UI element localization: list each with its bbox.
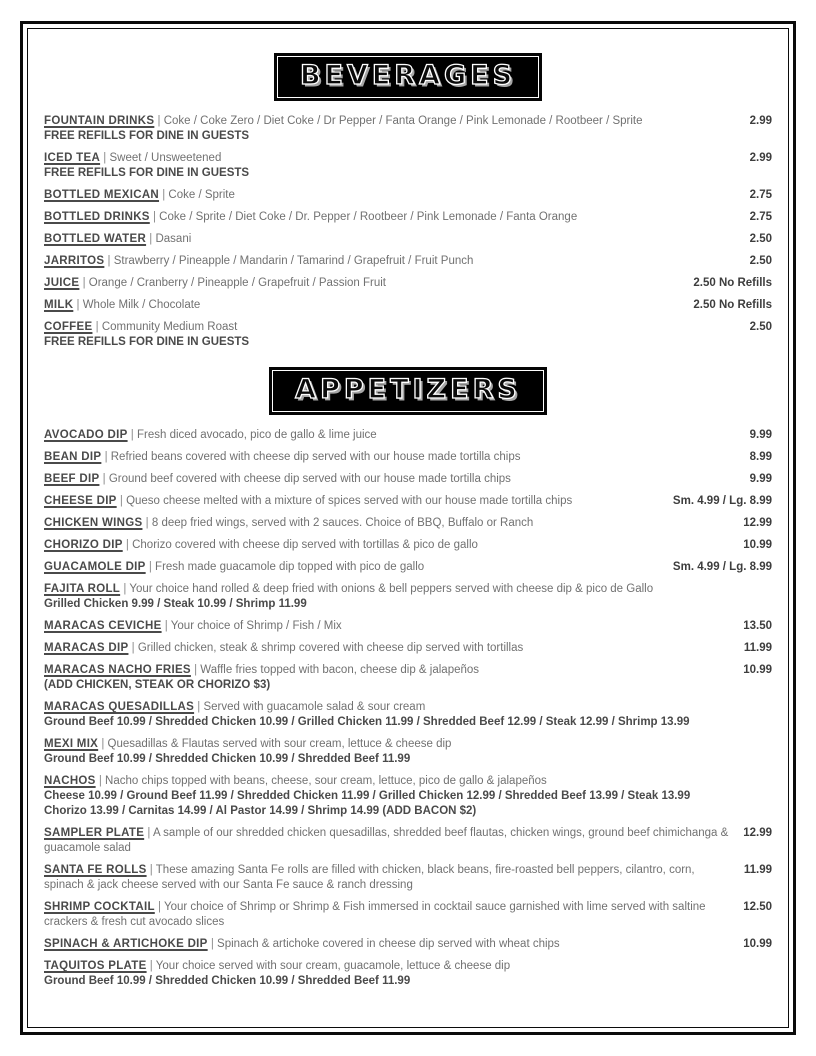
- item-description: Coke / Sprite: [168, 189, 235, 201]
- section-title: APPETIZERS: [295, 374, 521, 405]
- item-price: 9.99: [749, 429, 772, 441]
- item-name: JUICE: [44, 277, 80, 289]
- item-price: 2.99: [749, 152, 772, 164]
- item-price: 10.99: [743, 664, 772, 676]
- item-separator: |: [125, 539, 133, 551]
- item-line: [44, 774, 772, 789]
- item-main: [44, 254, 736, 269]
- item-main: [44, 114, 736, 144]
- item-separator: |: [145, 517, 152, 529]
- item-name: SANTA FE ROLLS: [44, 864, 147, 876]
- menu-item: [44, 959, 772, 989]
- item-name: SPINACH & ARTICHOKE DIP: [44, 938, 208, 950]
- item-line: [44, 114, 736, 129]
- item-description: Ground beef covered with cheese dip served with our house made tortilla chips: [108, 473, 511, 485]
- item-line: [44, 298, 679, 313]
- item-line: [44, 937, 729, 952]
- item-main: [44, 276, 679, 291]
- item-note: FREE REFILLS FOR DINE IN GUESTS: [44, 130, 250, 142]
- item-description: Coke / Coke Zero / Diet Coke / Dr Pepper / Fanta Orange / Pink Lemonade / Rootbeer / Sprite: [163, 115, 643, 127]
- menu-item: [44, 151, 772, 181]
- item-price: Sm. 4.99 / Lg. 8.99: [672, 561, 772, 573]
- item-description: Queso cheese melted with a mixture of spices served with our house made tortilla chips: [126, 495, 573, 507]
- item-separator: |: [152, 211, 160, 223]
- item-price: 2.50: [749, 321, 772, 333]
- item-description: Orange / Cranberry / Pineapple / Grapefruit / Passion Fruit: [88, 277, 386, 289]
- item-line: [44, 254, 736, 269]
- menu-item: [44, 900, 772, 930]
- item-description: A sample of our shredded chicken quesadillas, shredded beef flautas, chicken wings, ground beef chimichanga & guacamole salad: [44, 827, 729, 854]
- item-main: [44, 700, 772, 730]
- item-line: [44, 472, 736, 487]
- item-price: 12.99: [743, 827, 772, 839]
- item-name: TAQUITOS PLATE: [44, 960, 147, 972]
- item-line: [44, 538, 729, 553]
- menu-item: [44, 737, 772, 767]
- menu-section: [42, 367, 774, 989]
- item-main: [44, 737, 772, 767]
- item-main: [44, 210, 736, 225]
- item-note: Ground Beef 10.99 / Shredded Chicken 10.99 / Shredded Beef 11.99: [44, 975, 411, 987]
- item-main: [44, 641, 730, 656]
- item-separator: |: [157, 115, 164, 127]
- item-main: [44, 298, 679, 313]
- item-separator: |: [76, 299, 83, 311]
- item-description: Your choice hand rolled & deep fried with onions & bell peppers served with cheese dip & pico de Gallo: [129, 583, 654, 595]
- item-price: 13.50: [743, 620, 772, 632]
- item-price: 8.99: [749, 451, 772, 463]
- item-line: [44, 826, 729, 856]
- item-note: Ground Beef 10.99 / Shredded Chicken 10.99 / Grilled Chicken 11.99 / Shredded Beef 12.99 / Steak 12.99 / Shrimp 13.99: [44, 716, 690, 728]
- item-price: 11.99: [743, 642, 772, 654]
- item-description: Chorizo covered with cheese dip served with tortillas & pico de gallo: [132, 539, 478, 551]
- item-line: [44, 959, 772, 974]
- item-name: AVOCADO DIP: [44, 429, 128, 441]
- item-description: Your choice of Shrimp or Shrimp & Fish immersed in cocktail sauce garnished with lime served with saltine crackers & fresh cut avocado slices: [44, 901, 706, 928]
- item-description: 8 deep fried wings, served with 2 sauces. Choice of BBQ, Buffalo or Ranch: [151, 517, 534, 529]
- menu-item: [44, 188, 772, 203]
- item-line: [44, 450, 736, 465]
- menu-item: [44, 210, 772, 225]
- item-line: [44, 428, 736, 443]
- item-line: [44, 900, 729, 930]
- item-price: 2.75: [749, 189, 772, 201]
- item-description: Strawberry / Pineapple / Mandarin / Tamarind / Grapefruit / Fruit Punch: [113, 255, 474, 267]
- item-line: [44, 700, 772, 715]
- item-note: (ADD CHICKEN, STEAK OR CHORIZO $3): [44, 679, 271, 691]
- item-main: [44, 450, 736, 465]
- section-header: [42, 53, 774, 101]
- item-name: BOTTLED WATER: [44, 233, 147, 245]
- item-name: BEEF DIP: [44, 473, 100, 485]
- menu-item: [44, 428, 772, 443]
- item-main: [44, 900, 729, 930]
- menu-item: [44, 450, 772, 465]
- item-note: Grilled Chicken 9.99 / Steak 10.99 / Shrimp 11.99: [44, 598, 307, 610]
- menu-item: [44, 320, 772, 350]
- item-main: [44, 582, 772, 612]
- menu-item: [44, 937, 772, 952]
- item-price: 10.99: [743, 938, 772, 950]
- item-separator: |: [82, 277, 89, 289]
- section-title-box: [277, 56, 539, 98]
- item-description: Nacho chips topped with beans, cheese, sour cream, lettuce, pico de gallo & jalapeños: [105, 775, 547, 787]
- menu-item: [44, 472, 772, 487]
- item-description: Grilled chicken, steak & shrimp covered with cheese dip served with tortillas: [137, 642, 524, 654]
- item-name: MARACAS NACHO FRIES: [44, 664, 191, 676]
- item-note: Ground Beef 10.99 / Shredded Chicken 10.99 / Shredded Beef 11.99: [44, 753, 411, 765]
- section-items: [42, 114, 774, 350]
- item-price: 11.99: [743, 864, 772, 876]
- item-description: Waffle fries topped with bacon, cheese dip & jalapeños: [200, 664, 480, 676]
- item-line: [44, 560, 659, 575]
- item-separator: |: [194, 664, 201, 676]
- menu-item: [44, 826, 772, 856]
- item-separator: |: [157, 901, 164, 913]
- item-main: [44, 560, 659, 575]
- menu-item: [44, 582, 772, 612]
- item-description: Whole Milk / Chocolate: [82, 299, 201, 311]
- item-name: ICED TEA: [44, 152, 101, 164]
- item-line: [44, 863, 730, 893]
- menu-item: [44, 276, 772, 291]
- item-description: Spinach & artichoke covered in cheese dip served with wheat chips: [217, 938, 560, 950]
- item-price: 2.50 No Refills: [693, 299, 772, 311]
- item-line: [44, 151, 736, 166]
- menu-section: [42, 53, 774, 350]
- item-main: [44, 619, 729, 634]
- menu-item: [44, 254, 772, 269]
- page-border-outer: [20, 21, 796, 1035]
- item-line: [44, 663, 729, 678]
- item-separator: |: [130, 429, 137, 441]
- item-main: [44, 863, 730, 893]
- item-name: SHRIMP COCKTAIL: [44, 901, 155, 913]
- item-name: CHORIZO DIP: [44, 539, 123, 551]
- item-main: [44, 774, 772, 819]
- item-name: FAJITA ROLL: [44, 583, 121, 595]
- item-line: [44, 619, 729, 634]
- item-separator: |: [103, 152, 110, 164]
- item-main: [44, 428, 736, 443]
- item-separator: |: [147, 827, 153, 839]
- item-price: 2.50 No Refills: [693, 277, 772, 289]
- item-description: Sweet / Unsweetened: [109, 152, 222, 164]
- item-name: FOUNTAIN DRINKS: [44, 115, 155, 127]
- menu-item: [44, 863, 772, 893]
- item-line: [44, 276, 679, 291]
- menu-item: [44, 538, 772, 553]
- menu-item: [44, 114, 772, 144]
- item-name: BOTTLED DRINKS: [44, 211, 150, 223]
- item-separator: |: [210, 938, 218, 950]
- item-separator: |: [149, 960, 156, 972]
- item-separator: |: [148, 561, 156, 573]
- menu-item: [44, 494, 772, 509]
- item-separator: |: [149, 864, 156, 876]
- item-description: Dasani: [155, 233, 192, 245]
- item-line: [44, 582, 772, 597]
- page-border-inner: [27, 28, 789, 1028]
- item-price: Sm. 4.99 / Lg. 8.99: [672, 495, 772, 507]
- menu-item: [44, 516, 772, 531]
- item-description: Quesadillas & Flautas served with sour cream, lettuce & cheese dip: [107, 738, 452, 750]
- item-description: These amazing Santa Fe rolls are filled with chicken, black beans, fire-roasted bell peppers, cilantro, corn, spinach & jack cheese served with our Santa Fe sauce & ranch dressing: [44, 864, 695, 891]
- menu-item: [44, 619, 772, 634]
- menu-item: [44, 641, 772, 656]
- item-price: 2.99: [749, 115, 772, 127]
- item-line: [44, 210, 736, 225]
- menu-item: [44, 663, 772, 693]
- item-separator: |: [164, 620, 171, 632]
- item-name: BEAN DIP: [44, 451, 102, 463]
- item-line: [44, 737, 772, 752]
- menu-item: [44, 298, 772, 313]
- item-name: GUACAMOLE DIP: [44, 561, 146, 573]
- item-main: [44, 472, 736, 487]
- item-name: MEXI MIX: [44, 738, 99, 750]
- item-description: Served with guacamole salad & sour cream: [203, 701, 426, 713]
- item-main: [44, 320, 736, 350]
- item-name: MARACAS QUESADILLAS: [44, 701, 195, 713]
- item-main: [44, 937, 729, 952]
- item-price: 2.75: [749, 211, 772, 223]
- item-name: NACHOS: [44, 775, 96, 787]
- item-line: [44, 641, 730, 656]
- item-separator: |: [104, 451, 111, 463]
- item-separator: |: [98, 775, 106, 787]
- item-separator: |: [149, 233, 156, 245]
- item-description: Fresh diced avocado, pico de gallo & lime juice: [136, 429, 377, 441]
- item-price: 12.99: [743, 517, 772, 529]
- section-items: [42, 428, 774, 989]
- item-line: [44, 516, 729, 531]
- item-price: 9.99: [749, 473, 772, 485]
- item-name: CHEESE DIP: [44, 495, 117, 507]
- item-line: [44, 188, 736, 203]
- item-note: FREE REFILLS FOR DINE IN GUESTS: [44, 167, 250, 179]
- item-separator: |: [123, 583, 130, 595]
- item-separator: |: [101, 738, 108, 750]
- menu-item: [44, 232, 772, 247]
- item-description: Refried beans covered with cheese dip served with our house made tortilla chips: [110, 451, 521, 463]
- item-name: MARACAS DIP: [44, 642, 129, 654]
- menu-item: [44, 774, 772, 819]
- item-name: BOTTLED MEXICAN: [44, 189, 160, 201]
- item-main: [44, 494, 659, 509]
- section-title: BEVERAGES: [299, 60, 517, 91]
- item-description: Your choice of Shrimp / Fish / Mix: [170, 620, 342, 632]
- section-header: [42, 367, 774, 415]
- item-price: 2.50: [749, 255, 772, 267]
- item-separator: |: [131, 642, 138, 654]
- item-name: COFFEE: [44, 321, 93, 333]
- item-line: [44, 320, 736, 335]
- item-name: SAMPLER PLATE: [44, 827, 145, 839]
- item-note: Cheese 10.99 / Ground Beef 11.99 / Shredded Chicken 11.99 / Grilled Chicken 12.99 / Shredded Beef 13.99 / Steak 13.99: [44, 790, 691, 802]
- item-separator: |: [162, 189, 169, 201]
- item-name: MILK: [44, 299, 74, 311]
- item-separator: |: [95, 321, 102, 333]
- item-separator: |: [197, 701, 204, 713]
- item-price: 2.50: [749, 233, 772, 245]
- item-main: [44, 188, 736, 203]
- item-line: [44, 232, 736, 247]
- item-name: JARRITOS: [44, 255, 105, 267]
- item-description: Your choice served with sour cream, guacamole, lettuce & cheese dip: [155, 960, 511, 972]
- item-name: CHICKEN WINGS: [44, 517, 143, 529]
- item-main: [44, 959, 772, 989]
- item-note: FREE REFILLS FOR DINE IN GUESTS: [44, 336, 250, 348]
- item-price: 10.99: [743, 539, 772, 551]
- item-description: Community Medium Roast: [101, 321, 238, 333]
- item-main: [44, 663, 729, 693]
- item-line: [44, 494, 659, 509]
- item-price: 12.50: [743, 901, 772, 913]
- menu-item: [44, 700, 772, 730]
- section-title-box: [272, 370, 544, 412]
- item-main: [44, 826, 729, 856]
- item-separator: |: [107, 255, 114, 267]
- item-main: [44, 516, 729, 531]
- item-main: [44, 538, 729, 553]
- item-main: [44, 151, 736, 181]
- item-description: Coke / Sprite / Diet Coke / Dr. Pepper / Rootbeer / Pink Lemonade / Fanta Orange: [159, 211, 578, 223]
- menu-item: [44, 560, 772, 575]
- item-separator: |: [102, 473, 109, 485]
- item-separator: |: [119, 495, 127, 507]
- item-name: MARACAS CEVICHE: [44, 620, 162, 632]
- item-note: Chorizo 13.99 / Carnitas 14.99 / Al Pastor 14.99 / Shrimp 14.99 (ADD BACON $2): [44, 805, 477, 817]
- item-description: Fresh made guacamole dip topped with pico de gallo: [155, 561, 425, 573]
- item-main: [44, 232, 736, 247]
